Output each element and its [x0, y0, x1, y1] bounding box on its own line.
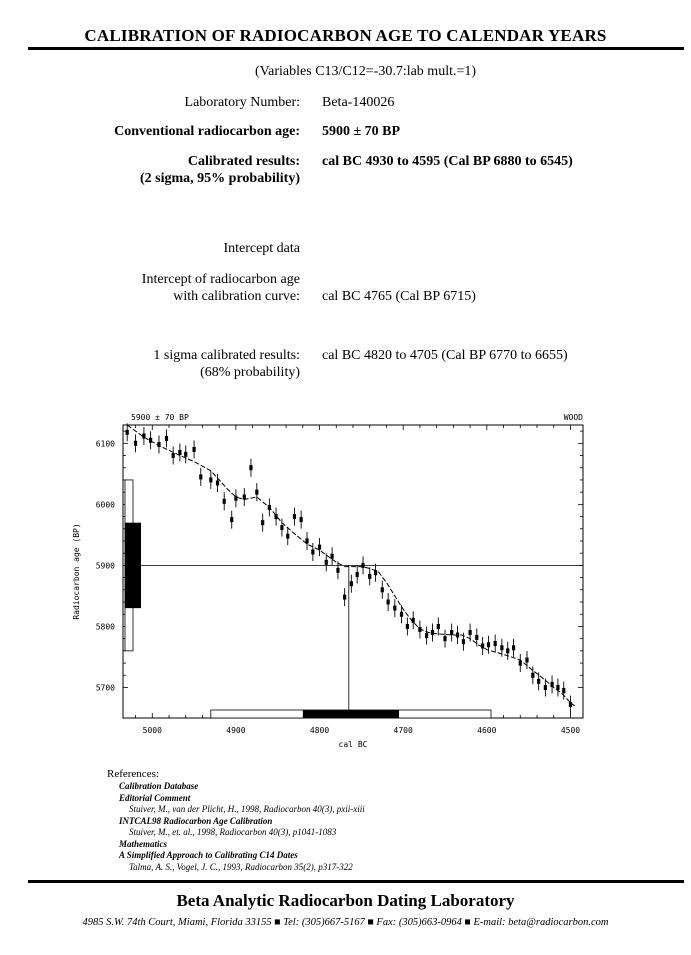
x-tick-label: 5000 [142, 726, 162, 735]
reference-citation: Stuiver, M., van der Plicht, H., 1998, Radiocarbon 40(3), pxii-xiii [129, 804, 365, 814]
x-axis-label: cal BC [338, 740, 368, 749]
data-point [481, 643, 484, 648]
data-point [274, 514, 277, 519]
data-point [223, 499, 226, 504]
y-axis-label: Radiocarbon age (BP) [72, 523, 81, 620]
data-point [406, 624, 409, 629]
reference-heading: Calibration Database [119, 781, 199, 791]
data-point [374, 570, 377, 575]
data-point [280, 525, 283, 530]
reference-citation: Stuiver, M., et. al., 1998, Radiocarbon 40(3), p1041-1083 [129, 827, 337, 837]
calibrated-results-label: Calibrated results: [187, 154, 300, 169]
data-point [462, 639, 465, 644]
data-point [184, 452, 187, 457]
data-point [437, 624, 440, 629]
data-point [126, 430, 129, 435]
sample-one-sigma-bar [125, 523, 141, 608]
lab-name: Beta Analytic Radiocarbon Dating Laboratory [176, 891, 515, 910]
data-point [456, 632, 459, 637]
data-point [368, 574, 371, 579]
data-point [286, 534, 289, 539]
data-point [512, 645, 515, 650]
data-point [230, 517, 233, 522]
one-sigma-sub: (68% probability) [200, 365, 300, 380]
data-point [325, 560, 328, 565]
data-point [157, 442, 160, 447]
y-tick-label: 5700 [95, 683, 115, 693]
reference-citation: Talma, A. S., Vogel, J. C., 1993, Radiocarbon 35(2), p317-322 [129, 861, 353, 872]
data-point [318, 545, 321, 550]
data-point [443, 636, 446, 641]
data-point [556, 685, 559, 690]
data-point [544, 685, 547, 690]
data-point [356, 572, 359, 577]
y-tick-label: 6000 [95, 500, 115, 510]
data-point [562, 688, 565, 693]
one-sigma-value: cal BC 4820 to 4705 (Cal BP 6770 to 6655) [322, 348, 568, 363]
data-point [487, 642, 490, 647]
x-tick-label: 4800 [309, 726, 330, 735]
data-point [500, 645, 503, 650]
conventional-age-value: 5900 ± 70 BP [322, 124, 401, 139]
lab-number-label: Laboratory Number: [184, 95, 300, 110]
page-title: CALIBRATION OF RADIOCARBON AGE TO CALENDAR YEARS [84, 26, 607, 45]
material-label: WOOD [563, 413, 583, 422]
x-tick-label: 4700 [393, 726, 413, 735]
one-sigma-label: 1 sigma calibrated results: [153, 348, 300, 363]
data-point [192, 447, 195, 452]
data-point [393, 606, 396, 611]
data-point [519, 661, 522, 666]
data-point [209, 477, 212, 482]
data-point [249, 465, 252, 470]
y-tick-label: 5900 [95, 561, 115, 571]
references-heading: References: [107, 768, 159, 780]
cal-one-sigma-bar [303, 710, 399, 718]
data-point [506, 648, 509, 653]
conventional-age-label: Conventional radiocarbon age: [114, 124, 300, 139]
data-point [450, 630, 453, 635]
data-point [381, 587, 384, 592]
data-point [165, 436, 168, 441]
data-point [330, 554, 333, 559]
data-point [255, 490, 258, 495]
data-point [343, 595, 346, 600]
sample-age-label: 5900 ± 70 BP [131, 413, 189, 422]
data-point [569, 702, 572, 707]
lab-number-value: Beta-140026 [322, 95, 395, 110]
calibrated-results-sub: (2 sigma, 95% probability) [140, 171, 300, 186]
y-tick-label: 6100 [95, 439, 115, 449]
intercept-label-line2: with calibration curve: [173, 289, 300, 304]
data-point [142, 433, 145, 438]
bottom-rule [28, 880, 684, 883]
data-point [494, 641, 497, 646]
data-point [234, 496, 237, 501]
intercept-label-line1: Intercept of radiocarbon age [141, 272, 300, 287]
data-point [425, 633, 428, 638]
top-rule [28, 47, 684, 50]
calibrated-results-value: cal BC 4930 to 4595 (Cal BP 6880 to 6545) [322, 154, 573, 169]
data-point [172, 453, 175, 458]
data-point [475, 635, 478, 640]
calibration-chart [0, 400, 691, 765]
references-block [107, 768, 365, 873]
data-point [537, 679, 540, 684]
data-point [305, 538, 308, 543]
data-point [468, 630, 471, 635]
intercept-value: cal BC 4765 (Cal BP 6715) [322, 289, 476, 304]
data-point [216, 480, 219, 485]
data-point [311, 549, 314, 554]
y-tick-label: 5800 [95, 622, 115, 632]
intercept-data-label: Intercept data [223, 241, 300, 256]
data-point [412, 618, 415, 623]
data-point [199, 474, 202, 479]
data-point [361, 563, 364, 568]
references-list [107, 781, 365, 873]
reference-heading: Mathematics [119, 838, 168, 849]
data-point [293, 514, 296, 519]
data-point [300, 517, 303, 522]
data-point [149, 438, 152, 443]
x-tick-label: 4900 [226, 726, 246, 735]
data-point [418, 627, 421, 632]
chart-root [72, 413, 583, 749]
data-point [261, 520, 264, 525]
data-point [350, 581, 353, 586]
data-point [387, 600, 390, 605]
data-point [268, 505, 271, 510]
lab-address: 4985 S.W. 74th Court, Miami, Florida 33155 ■ Tel: (305)667-5167 ■ Fax: (305)663-0964 ■ E-mail: beta@radiocarbon.com [82, 917, 609, 928]
data-point [525, 658, 528, 663]
data-point [550, 682, 553, 687]
reference-heading: Editorial Comment [119, 792, 191, 803]
x-tick-label: 4600 [477, 726, 497, 735]
plot-frame [123, 425, 583, 718]
data-point [336, 568, 339, 573]
data-point [178, 450, 181, 455]
reference-heading: A Simplified Approach to Calibrating C14 Dates [119, 850, 298, 860]
data-point [431, 630, 434, 635]
data-point [400, 612, 403, 617]
reference-heading: INTCAL98 Radiocarbon Age Calibration [119, 815, 273, 826]
x-tick-label: 4500 [560, 726, 581, 735]
data-point [134, 441, 137, 446]
variables-line: (Variables C13/C12=-30.7:lab mult.=1) [254, 64, 477, 79]
data-point [243, 495, 246, 500]
data-point [531, 673, 534, 678]
